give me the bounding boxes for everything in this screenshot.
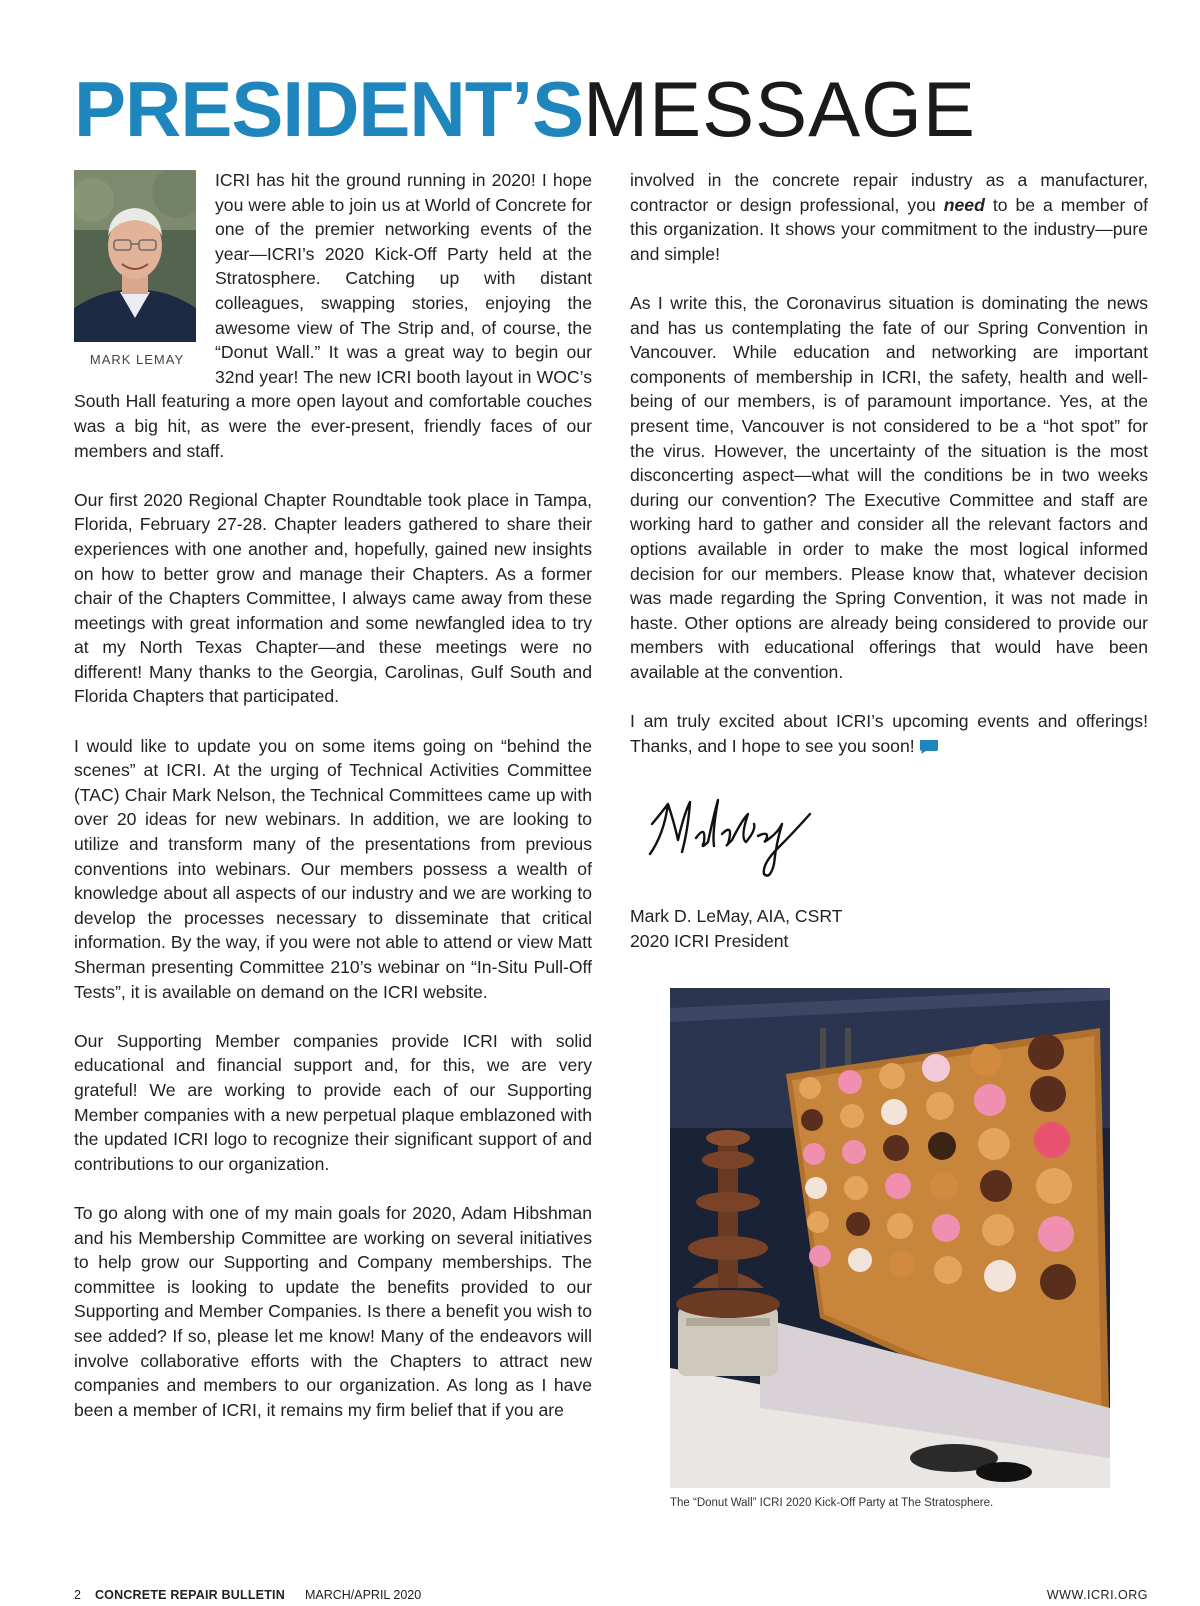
portrait-caption: MARK LEMAY [89,352,185,367]
body-paragraph: Our Supporting Member companies provide ICRI with solid educational and financial support and, for this, we are very grateful! We are working to provide each of our Supporting Member companies with a new perpetual plaque emblazoned with the updated ICRI logo to recognize their significant support of and contributions to our organization. [74,1030,592,1174]
signature [638,784,828,884]
title-light: MESSAGE [583,65,976,153]
left-column [74,168,592,1422]
body-paragraph: Our first 2020 Regional Chapter Roundtable took place in Tampa, Florida, February 27-28. Chapter leaders gathered to share their experiences with one another and, hopefully, gained new insights on how to better grow and manage their Chapters. As a former chair of the Chapters Committee, I always came away from these meetings with great information and some newfangled idea to try at my North Texas Chapter—and these meetings were no different! Many thanks to the Georgia, Carolinas, Gulf South and Florida Chapters that participated. [74,489,592,707]
end-mark-icon [919,739,939,755]
footer-left [74,1588,421,1602]
page-title [74,64,976,154]
issue-date: MARCH/APRIL 2020 [304,1588,422,1602]
portrait-figure [74,170,200,368]
body-paragraph: I am truly excited about ICRI’s upcoming events and offerings! Thanks, and I hope to see you soon! [630,711,1148,756]
page-number: 2 [74,1588,81,1602]
body-paragraph: ICRI has hit the ground running in 2020! I hope you were able to join us at World of Concrete for one of the premier networking events of the year—ICRI’s 2020 Kick-Off Party held at the Stratosphere. Catching up with distant colleagues, swapping stories, enjoying the awesome view of The Strip and, of course, the “Donut Wall.” It was a great way to begin our 32nd year! The new ICRI booth layout in WOC’s South Hall featuring a more open layout and comfortable couches was a big hit, as were the ever-present, friendly faces of our members and staff. [74,170,592,461]
emphasis-need: need [943,194,985,215]
body-paragraph: involved in the concrete repair industry as a manufacturer, contractor or design professional, you need to be a member of this organization. It shows your commitment to the industry—pure and simple! [630,170,1148,264]
footer-website: WWW.ICRI.ORG [1046,1588,1148,1602]
body-paragraph: To go along with one of my main goals for 2020, Adam Hibshman and his Membership Committee are working on several initiatives to help grow our Supporting and Company memberships. The committee is looking to update the benefits provided to our Supporting and Member Companies. Is there a benefit you wish to see added? If so, please let me know! Many of the endeavors will involve collaborative efforts with the Chapters to attract new companies and members to our organization. As long as I have been a member of ICRI, it remains my firm belief that if you are [74,1202,592,1420]
signoff-role: 2020 ICRI President [630,930,789,951]
publication-name: CONCRETE REPAIR BULLETIN [94,1588,285,1602]
donut-wall-photo [670,988,1110,1488]
right-column [630,168,1148,953]
signoff-name: Mark D. LeMay, AIA, CSRT [630,906,843,927]
body-paragraph: I would like to update you on some items going on “behind the scenes” at ICRI. At the urging of Technical Activities Committee (TAC) Chair Mark Nelson, the Technical Committees came up with over 20 ideas for new webinars. In addition, we are looking to utilize and transform many of the presentations from previous conventions into webinars. Our members possess a wealth of knowledge about all aspects of our industry and we are working to develop the processes necessary to disseminate that critical information. By the way, if you were not able to attend or view Matt Sherman presenting Committee 210’s webinar on “In-Situ Pull-Off Tests”, it is available on demand on the ICRI website. [74,735,592,1002]
photo-caption: The “Donut Wall” ICRI 2020 Kick-Off Party at The Stratosphere. [670,1497,994,1509]
body-paragraph: As I write this, the Coronavirus situation is dominating the news and has us contemplating the fate of our Spring Convention in Vancouver. While education and networking are important components of membership in ICRI, the safety, health and well-being of our members, is of paramount importance. Yes, at the present time, Vancouver is not considered to be a “hot spot” for the virus. However, the uncertainty of the situation is the most disconcerting aspect—what will the conditions be in two weeks during our convention? The Executive Committee and staff are working hard to gather and consider all the relevant factors and options available in order to make the most logical informed decision for our members. Please know that, whatever decision was made regarding the Spring Convention, it was not made in haste. Other options are already being considered to provide our members with educational offerings that would have been available at the convention. [630,292,1148,682]
title-bold: PRESIDENT’S [74,65,584,153]
portrait-photo [74,170,196,342]
